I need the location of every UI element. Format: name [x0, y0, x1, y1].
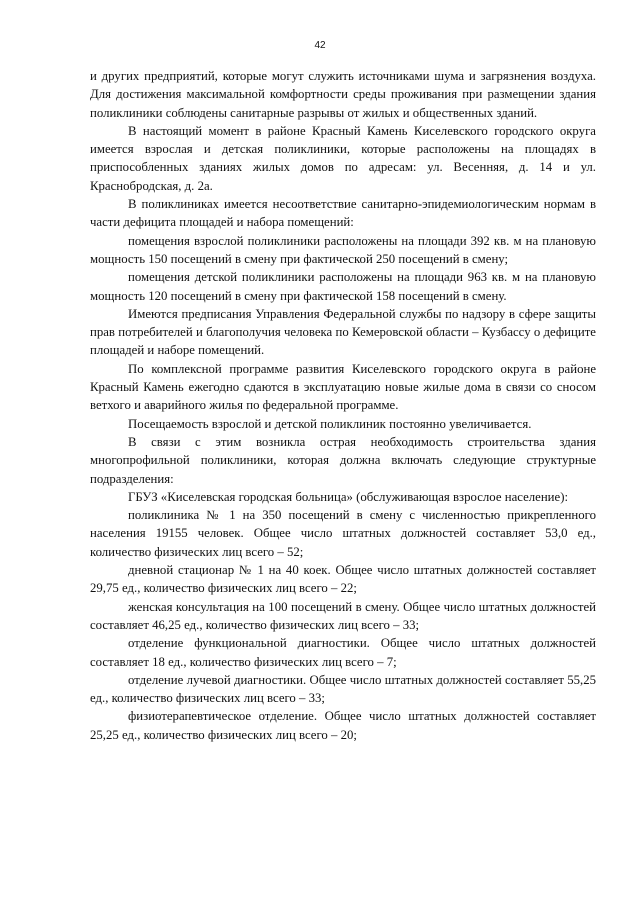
paragraph: В настоящий момент в районе Красный Камень Киселевского городского округа имеется взрослая и детская поликлиники, которые расположены на площадях в приспособленных зданиях жилых домов по адресам: ул. Весенняя, д. 14 и ул. Краснобродская, д. 2а. [90, 123, 596, 193]
paragraph: поликлиника № 1 на 350 посещений в смену с численностью прикрепленного населения 19155 человек. Общее число штатных должностей составляет 53,0 ед., количество физических лиц всего – 52; [90, 508, 596, 559]
paragraph: Посещаемость взрослой и детской поликлиник постоянно увеличивается. [128, 416, 532, 431]
paragraph: женская консультация на 100 посещений в смену. Общее число штатных должностей составляет 46,25 ед., количество физических лиц всего – 33; [90, 599, 596, 632]
paragraph: дневной стационар № 1 на 40 коек. Общее число штатных должностей составляет 29,75 ед., количество физических лиц всего – 22; [90, 563, 596, 596]
paragraph: физиотерапевтическое отделение. Общее число штатных должностей составляет 25,25 ед., количество физических лиц всего – 20; [90, 709, 596, 742]
paragraph: В связи с этим возникла острая необходимость строительства здания многопрофильной поликлиники, которая должна включать следующие структурные подразделения: [90, 434, 596, 486]
paragraph: и других предприятий, которые могут служить источниками шума и загрязнения воздуха. Для достижения максимальной комфортности среды проживания при размещении здания поликлиники соблюдены санитарные разрывы от жилых и общественных зданий. [90, 69, 596, 120]
paragraph: Имеются предписания Управления Федеральной службы по надзору в сфере защиты прав потребителей и благополучия человека по Кемеровской области – Кузбассу о дефиците площадей и наборе помещений. [90, 306, 596, 358]
paragraph: помещения детской поликлиники расположены на площади 963 кв. м на плановую мощность 120 посещений в смену при фактической 158 посещений в смену. [90, 270, 596, 303]
paragraph: отделение функциональной диагностики. Общее число штатных должностей составляет 18 ед., количество физических лиц всего – 7; [90, 636, 596, 669]
paragraph: помещения взрослой поликлиники расположены на площади 392 кв. м на плановую мощность 150 посещений в смену при фактической 250 посещений в смену; [90, 233, 596, 266]
paragraph: В поликлиниках имеется несоответствие санитарно-эпидемиологическим нормам в части дефицита площадей и набора помещений: [90, 197, 596, 230]
paragraph: По комплексной программе развития Киселевского городского округа в районе Красный Камень ежегодно сдаются в эксплуатацию новые жилые дома в связи со сносом ветхого и аварийного жилья по федеральной программе. [90, 361, 596, 413]
paragraph: ГБУЗ «Киселевская городская больница» (обслуживающая взрослое население): [128, 489, 569, 504]
body-text [90, 67, 596, 744]
paragraph: отделение лучевой диагностики. Общее число штатных должностей составляет 55,25 ед., количество физических лиц всего – 33; [90, 672, 596, 706]
page-number: 42 [314, 40, 326, 51]
